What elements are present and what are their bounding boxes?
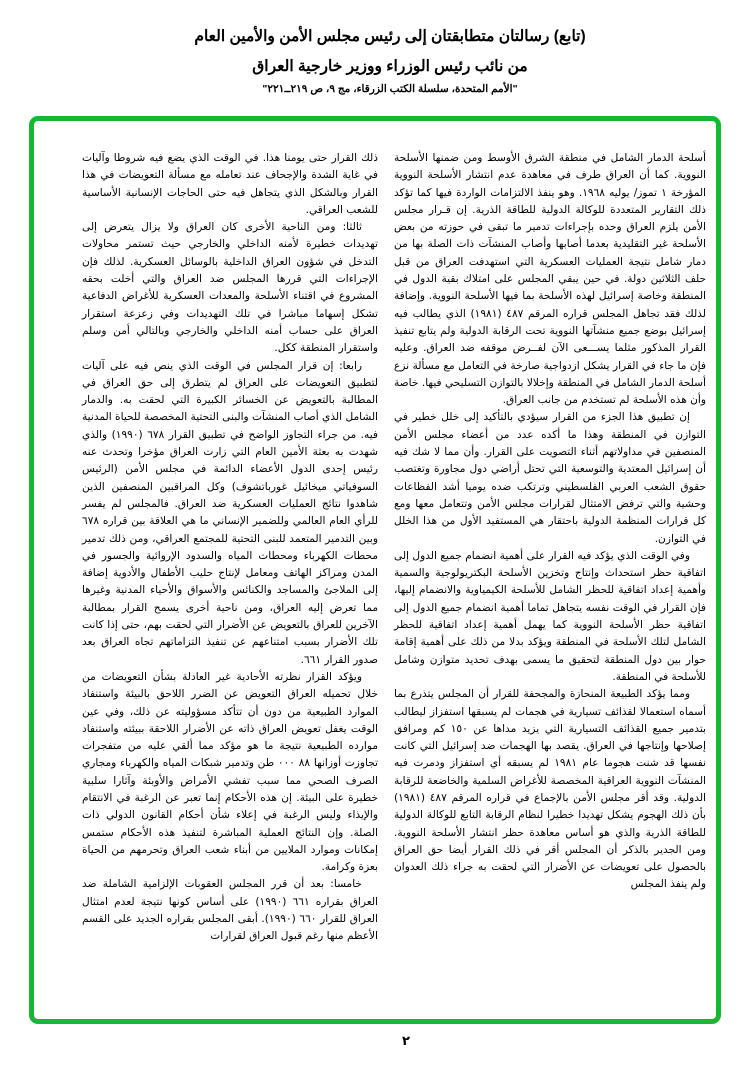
paragraph: ويؤكد القرار نظرته الأحادية غير العادلة بشأن التعويضات من خلال تحميله العراق التعويض عن الضرر اللاحق بالبيئة واستنفاد الموارد الطبيعية من دون أن تتأكد مسؤوليته عن ذلك، وفي عين الوقت يغفل تعويض العراق ذاته عن الأضرار اللاحقة ببيئته واستنفاد موارده الطبيعية نتيجة ما هو مؤكد مما ألقي عليه من متفجرات تجاوزت أوزانها ٨٨ ٠٠٠ طن وتدمير شبكات المياه والكهرباء ومجاري الصرف الصحي مما سبب تفشي الأمراض والأوبئة وآثارا سلبية خطيرة على البيئة. إن هذه الأحكام إنما تعبر عن الرغبة في الانتقام والإيذاء وليس الرغبة في إعلاء شأن أحكام القانون الدولي ذات الصلة. وإن النتائج العملية المباشرة لتنفيذ هذه الأحكام ستمس إمكانات وموارد الملايين من أبناء شعب العراق وتحرمهم من الحياة بعزة وكرامة.	[82, 670, 378, 874]
paragraph: إن تطبيق هذا الجزء من القرار سيؤدي بالتأكيد إلى خلل خطير في التوازن في المنطقة وهذا ما أكده عدد من أعضاء مجلس الأمن المنصفين في مداولاتهم أثناء التصويت على القرار. وأن مما لا شك فيه أن إسرائيل المعتدية والتوسعية التي تحتل أراضي دول مجاورة وتغتصب حقوق الشعب العربي الفلسطيني وترتكب ضده يوميا أشد الفظاعات وحشية والتي ترفض الامتثال لقرارات مجلس الأمن وتتعامل معها ومع كل قرارات المنظمة الدولية باحتقار هي المستفيد الأول من هذا الخلل في التوازن.	[394, 411, 706, 545]
paragraph: ذلك القرار حتى يومنا هذا. في الوقت الذي يضع فيه شروطا وآليات في غاية الشدة والإجحاف عند تعامله مع مسألة التعويضات في هذا القرار وبالشكل الذي يتجاهل فيه حتى الحاجات الإنسانية الأساسية للشعب العراقي.	[82, 152, 378, 216]
left-text-column	[82, 150, 378, 946]
document-header	[0, 22, 750, 96]
document-title-line1: (تابع) رسالتان متطابقتان إلى رئيس مجلس الأمن والأمين العام	[194, 28, 586, 45]
paragraph: وفي الوقت الذي يؤكد فيه القرار على أهمية انضمام جميع الدول إلى اتفاقية حظر استحداث وإنتاج وتخزين الأسلحة البكتريولوجية والسمية وأهمية إعداد اتفاقية للحظر الشامل للأسلحة الكيمياوية والانضمام إليها، فإن القرار في الوقت نفسه يتجاهل تماما أهمية انضمام جميع الدول إلى اتفاقية حظر الأسلحة النووية كما يهمل أهمية إعداد اتفاقية للحظر الشامل لتلك الأسلحة في المنطقة ويؤكد بدلا من ذلك على أهمية إقامة حوار بين دول المنطقة لتحقيق ما يسمى بهدف تحديد متوازن وشامل للأسلحة في المنطقة.	[394, 549, 706, 683]
page-number: ٢	[402, 1034, 410, 1049]
paragraph: رابعا: إن قرار المجلس في الوقت الذي ينص فيه على آليات لتطبيق التعويضات على العراق لم يتطرق إلى حق العراق في المطالبة بالتعويض عن الخسائر الكبيرة التي لحقت به. والدمار الشامل الذي أصاب المنشآت والبنى التحتية المخصصة للحياة المدنية فيه. من جراء التجاوز الواضح في تطبيق القرار ٦٧٨ (١٩٩٠) والذي شهدت به بعثة الأمين العام التي زارت العراق مؤخرا وتحدث عنه رئيس إحدى الدول الأعضاء الدائمة في مجلس الأمن (الرئيس السوفياتي ميخائيل غورباتشوف) وكل المراقبين المنصفين الذين شاهدوا نتائج العمليات العسكرية ضد العراق. فالمجلس لم يفسر للرأي العام العالمي وللضمير الإنساني ما هي العلاقة بين قراره ٦٧٨ وبين التدمير المتعمد للبنى التحتية للمجتمع العراقي، ومن ذلك تدمير محطات الكهرباء ومحطات المياه والسدود الإروائية والجسور في المدن ومراكز الهاتف ومعامل لإنتاج حليب الأطفال والأدوية إضافة إلى الملاجئ والمساجد والكنائس والأسواق والأحياء المدنية وغيرها مما تعرض إليه العراق، ومن ناحية أخرى يسمح القرار بمطالبة الآخرين للعراق بالتعويض عن الأضرار التي لحقت بهم، حتى إذا كانت تلك الأضرار بسبب امتناعهم عن تنفيذ التزاماتهم تجاه العراق بعد صدور القرار ٦٦١.	[82, 359, 378, 666]
paragraph: ثالثا: ومن الناحية الأخرى كان العراق ولا يزال يتعرض إلى تهديدات خطيرة لأمنه الداخلي والخارجي حيث تستمر محاولات التدخل في شؤون العراق الداخلية بالوسائل العسكرية. لذلك فإن الإجراءات التي قررها المجلس ضد العراق والتي أخلت بحقه المشروع في اقتناء الأسلحة والمعدات العسكرية للأغراض الدفاعية تشكل إسهاما مباشرا في تلك التهديدات وفي زعزعة استقرار العراق على حساب أمنه الداخلي والخارجي وبالتالي أمن وسلم واستقرار المنطقة ككل.	[82, 221, 378, 355]
paragraph: ومما يؤكد الطبيعة المنحازة والمجحفة للقرار أن المجلس يتذرع بما أسماه استعمالا لقذائف تسيارية في هجمات لم يسبقها استفزاز ليطالب بتدمير جميع القذائف التسيارية التي يزيد مداها عن ١٥٠ كم ومرافق إصلاحها وإنتاجها في العراق. يقصد بها الهجمات ضد إسرائيل التي كانت نفسها قد شنت هجوما عام ١٩٨١ لم يسبقه أي استفزاز ودمرت فيه المنشآت النووية العراقية المخصصة للأغراض السلمية والخاضعة للرقابة الدولية. وقد أقر مجلس الأمن بالإجماع في قراره المرقم ٤٨٧ (١٩٨١) بأن ذلك الهجوم يشكل تهديدا خطيرا لنظام الرقابة التابع للوكالة الدولية للطاقة الذرية والذي هو أساس معاهدة حظر انتشار الأسلحة النووية. ومن الجدير بالذكر أن المجلس أقر في ذلك القرار أيضا حق العراق بالحصول على تعويضات عن الأضرار التي لحقت به جراء ذلك العدوان ولم ينفذ المجلس	[394, 688, 707, 891]
source-citation: "الأمم المتحدة، سلسلة الكتب الزرقاء، مج ٩، ص ٢١٩ــ٢٢١"	[262, 83, 518, 95]
right-text-column	[394, 150, 706, 894]
document-title-line2: من نائب رئيس الوزراء ووزير خارجية العراق	[252, 58, 528, 75]
paragraph: أسلحة الدمار الشامل في منطقة الشرق الأوسط ومن ضمنها الأسلحة النووية. كما أن العراق طرف في معاهدة عدم انتشار الأسلحة النووية المؤرخة ١ تموز/ يوليه ١٩٦٨. وهو ينفذ الالتزامات الواردة فيها كما تؤكد ذلك التقارير المتعددة للوكالة الدولية للطاقة الذرية. إن قـرار مجلس الأمن يلزم العراق وحده بإجراءات تدمير ما تبقى في حوزته من بعض الأسلحة غير التقليدية بعدما أصابها وأصاب المنشآت ذات الصلة بها من دمار شامل نتيجة العمليات العسكرية التي استهدفت العراق من قبل حلف الثلاثين دولة. في حين يبقي المجلس على امتلاك بقية الدول في المنطقة وخاصة إسرائيل لهذه الأسلحة بما فيها الأسلحة النووية. وإضافة لذلك فقد تجاهل المجلس قراره المرقم ٤٨٧ (١٩٨١) الذي يطالب فيه إسرائيل بوضع جميع منشآتها النووية تحت الرقابة الدولية ولم يتابع تنفيذ القرار المذكور مثلما يســـعى الآن لفــرض موقفه ضد العراق. وعليه فإن ما جاء في القرار يشكل ازدواجية صارخة في التعامل مع مسألة نزع أسلحة الدمار الشامل في المنطقة وإخلالا بالتوازن التسليحي فيها. خاصة وأن هذه الأسلحة لم تستخدم من جانب العراق.	[394, 152, 707, 407]
paragraph: خامسا: بعد أن قرر المجلس العقوبات الإلزامية الشاملة ضد العراق بقراره ٦٦١ (١٩٩٠) على أساس كونها نتيجة لعدم امتثال العراق للقرار ٦٦٠ (١٩٩٠). أبقى المجلس بقراره الجديد على القسم الأعظم منها رغم قبول العراق لقرارات	[82, 878, 378, 943]
